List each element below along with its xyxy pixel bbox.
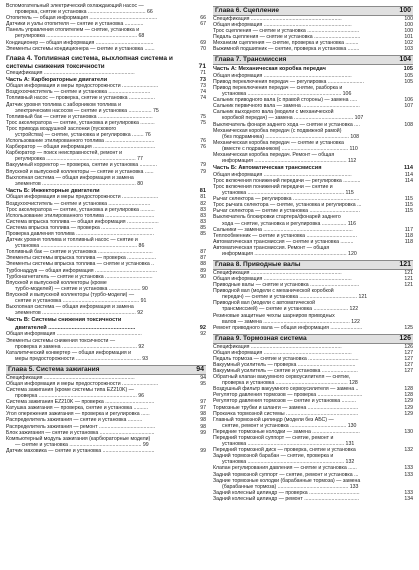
chapter-title: Глава 9. Тормозная система: [215, 334, 307, 342]
toc-entry-title: Вакуумный корректор — проверка, снятие и установка ............: [6, 162, 157, 169]
part-page: 114: [403, 165, 413, 172]
part-heading: [6, 317, 206, 324]
toc-entry-title: Регулятор давления тормозов — проверка ...............................: [213, 392, 363, 399]
toc-entry-page: 133: [404, 489, 413, 496]
toc-entry-page: 108: [404, 121, 413, 128]
toc-entry-page: 114: [404, 177, 413, 184]
toc-entry-page: 107: [404, 103, 413, 110]
toc-entry-title: Воздухоочиститель — снятие и установка .............................: [6, 200, 151, 207]
toc-entry-continuation: проверка и замена .................................................... 92: [15, 343, 145, 350]
toc-entry-title: Отопитель — общая информация ...............................................: [6, 15, 158, 22]
toc-entry-continuation: установка ................................................................... 86: [15, 243, 145, 250]
toc-entry-title: Регулятор давления тормозов — снятие и установка ..........: [213, 398, 357, 405]
toc-entry-title: Выхлопная система — общая информация и замена: [6, 304, 134, 311]
toc-entry: [6, 70, 206, 76]
toc-entry-title: Элементы системы кондиционера — снятие и установка .......: [6, 45, 155, 52]
toc-entry-title: Угол опережения зажигания — проверка и регулировка ......: [6, 411, 150, 418]
toc-entry-page: 127: [404, 349, 413, 356]
toc-entry-title: Педаль сцепления — снятие и установка ................................: [213, 34, 361, 41]
toc-entry-title: Сальник выходного вала (модели с механической: [213, 109, 334, 116]
toc-entry-page: 100: [404, 21, 413, 28]
toc-entry-title: Выхлопная система — общая информация и замена: [6, 174, 134, 181]
toc-entry: [213, 325, 413, 331]
part-title: Часть Б: Автоматическая трансмиссия: [213, 165, 322, 172]
toc-entry-title: Впускной и выпускной коллекторы (кроме: [6, 279, 107, 286]
toc-entry-title: Спецификация ...............................................................: [213, 15, 342, 22]
toc-entry-title: Трос рычага селектора — снятие, установка и регулировка ...: [213, 202, 362, 209]
toc-entry-title: Распределитель зажигания — снятие и установка ..........: [6, 417, 143, 424]
toc-entry-page: 114: [404, 171, 413, 178]
toc-entry-continuation: установка ................................................................. 106: [222, 91, 352, 98]
toc-entry-title: Сальники — замена ..............................................................: [213, 226, 353, 233]
toc-entry-title: Рычаг селектора — снятие и установка ...................................: [213, 208, 360, 215]
toc-entry-title: Механизм сцепления — снятие, проверка и установка .........: [213, 40, 359, 47]
toc-entry: [6, 350, 206, 356]
toc-entry-page: 70: [200, 45, 206, 52]
chapter-title: Глава 6. Сцепление: [215, 7, 279, 14]
toc-entry-title: Распределитель зажигания — ремонт .......................................: [6, 423, 156, 430]
toc-entry-page: 126: [404, 343, 413, 350]
toc-entry-page: 103: [404, 46, 413, 53]
toc-entry-title: Тормозные трубки и шланги — замена ...................................: [213, 404, 359, 411]
toc-entry-page: 129: [404, 410, 413, 417]
part-heading: [213, 66, 413, 73]
toc-entry-title: Элементы системы снижения токсичности —: [6, 337, 116, 344]
toc-entry-title: Впускной и выпускной коллекторы — снятие и установка ......: [6, 168, 154, 175]
toc-entry-page: 127: [404, 361, 413, 368]
toc-entry-title: Общая информация и меры предосторожности .........................: [6, 380, 159, 387]
chapter-block: [213, 6, 413, 52]
toc-entry-page: 102: [404, 40, 413, 47]
toc-entry-continuation: трансмиссией) — снятие и установка ........................ 122: [222, 306, 359, 313]
toc-entry-title: Датчик уровня топлива и топливный насос — снятие и: [6, 237, 138, 244]
toc-entry-title: Резиновые защитные чехлы шарниров приводных: [213, 312, 335, 319]
toc-entry-continuation: коробкой передач) — замена ......................................... 107: [222, 115, 364, 122]
toc-entry: [6, 46, 206, 52]
toc-entry-page: 74: [200, 89, 206, 96]
toc-entry-page: 83: [200, 212, 206, 219]
toc-entry-title: Трос сцепления — снятие и установка ....................................: [213, 27, 360, 34]
toc-entry-page: 71: [200, 69, 206, 76]
part-page: 73: [199, 76, 206, 83]
toc-entry-continuation: меры предосторожности ............................................. 93: [15, 355, 148, 362]
toc-entry: [213, 496, 413, 502]
toc-entry: [213, 214, 413, 220]
toc-entry-title: Система впрыска топлива — общая информация ......................: [6, 218, 159, 225]
chapter-block: [6, 365, 206, 454]
toc-entry-continuation: регулировка ............................................................... 68: [15, 33, 145, 40]
toc-entry-page: 92: [200, 331, 206, 338]
toc-entry-title: Спецификация ...............................................................: [213, 269, 342, 276]
toc-entry-title: Датчики и узлы отопителя — снятие и установка .............: [6, 21, 144, 28]
part-heading-continuation: [6, 325, 206, 332]
toc-entry-page: 129: [404, 398, 413, 405]
toc-entry-page: 121: [404, 282, 413, 289]
toc-entry: [213, 128, 413, 134]
toc-entry-title: Общая информация .............................................................: [213, 171, 352, 178]
chapter-block: [6, 55, 206, 362]
toc-entry-title: Турбонагнетатель — снятие и установка .................................: [6, 273, 153, 280]
toc-entry-page: 125: [404, 324, 413, 331]
toc-entry-page: 106: [404, 97, 413, 104]
toc-entry-title: Сальник приводного вала (с правой стороны) — замена .....: [213, 97, 358, 104]
toc-entry-continuation: (барабанные тормоза) ................................................. 133: [222, 483, 359, 490]
toc-entry: [6, 338, 206, 344]
chapter-heading: [213, 260, 413, 270]
chapter-page: 100: [399, 7, 411, 14]
toc-entry-title: Задний тормозной суппорт — снятие, ремонт и установка ...: [213, 471, 359, 478]
toc-entry-title: Использование этилированного топлива ..................................: [6, 212, 155, 219]
part-title: Часть А: Карбюраторные двигатели: [6, 76, 108, 83]
toc-entry-title: Задние тормозные колодки (барабанные тормоза) — замена: [213, 477, 361, 484]
toc-entry-page: 87: [200, 249, 206, 256]
toc-entry-continuation: электрическим насосом — снятие и установка ................ 75: [15, 107, 159, 114]
toc-entry-title: Прокачка тормозной системы ..................................................: [213, 410, 359, 417]
chapter-block: [213, 334, 413, 502]
toc-entry: [213, 478, 413, 484]
toc-entry-continuation: проверка и установка .................................................. 128: [222, 380, 358, 387]
toc-entry-title: Вакуумный усилитель — проверка ........................................: [213, 361, 356, 368]
chapter-page: 126: [399, 334, 411, 342]
toc-entry-page: 67: [200, 21, 206, 28]
toc-entry-page: 133: [404, 471, 413, 478]
chapter-heading: [213, 334, 413, 344]
toc-entry-title: Система впрыска топлива — проверка ....................................: [6, 224, 154, 231]
toc-entry-title: Датчик маховика — снятие и установка ....................................: [6, 447, 155, 454]
part-heading: [6, 77, 206, 84]
toc-entry-page: 97: [200, 399, 206, 406]
toc-entry: [6, 280, 206, 286]
toc-entry-title: Трос привода воздушной заслонки (пускового: [6, 125, 117, 132]
toc-entry-page: 76: [200, 138, 206, 145]
chapter-heading: [213, 6, 413, 16]
toc-entry-page: 98: [200, 411, 206, 418]
toc-entry-continuation: снятие, ремонт и установка ....................................... 130: [222, 422, 357, 429]
toc-entry-continuation: валов — замена ............................................................ 122: [222, 318, 360, 325]
toc-entry-page: 128: [404, 392, 413, 399]
toc-entry-title: Привод переключения передач — регулировка .........................: [213, 78, 364, 85]
toc-entry-continuation: установка ................................................................... 115: [222, 190, 354, 197]
part-heading: [213, 165, 413, 172]
toc-entry-title: Воздухоочиститель — снятие и установка .............................: [6, 89, 151, 96]
toc-entry-title: Элементы системы впрыска топлива — проверка ....................: [6, 255, 157, 262]
toc-entry-page: 105: [404, 78, 413, 85]
toc-entry-title: Передний тормозной диск — проверка, снятие и установка: [213, 447, 356, 454]
toc-entry-continuation: установка ................................................................... 132: [222, 459, 355, 466]
toc-right-column: [213, 3, 413, 503]
toc-entry-title: Привод переключения передач — снятие, разборка и: [213, 84, 343, 91]
toc-entry-title: Топливный бак — снятие и установка ......................................: [6, 113, 153, 120]
toc-entry-page: 134: [404, 495, 413, 502]
toc-entry-page: 79: [200, 168, 206, 175]
toc-entry-title: Трос акселератора — снятие, установка и регулировка ..........: [6, 119, 155, 126]
toc-entry-page: 132: [404, 447, 413, 454]
toc-entry-continuation: снятие и установка ..................................................... 91: [15, 298, 147, 305]
toc-entry-title: Компьютерный модуль зажигания (карбюраторные модели): [6, 435, 151, 442]
toc-entry-title: Кондиционер — общая информация ........................................: [6, 39, 154, 46]
toc-entry-continuation: (вместе с подрамником) .............................................. 110: [222, 145, 358, 152]
chapter-title: Глава 8. Приводные валы: [215, 261, 301, 269]
toc-entry-page: 87: [200, 255, 206, 262]
toc-entry-title: Обратный клапан вакуумного сервоусилителя — снятие,: [213, 374, 351, 381]
toc-entry-page: 85: [200, 224, 206, 231]
toc-entry-title: Трос включения понижений передачи — регулировка ............: [213, 177, 361, 184]
toc-entry-title: Турбонаддув — общая информация ...........................................: [6, 267, 157, 274]
toc-entry: [213, 140, 413, 146]
toc-entry-page: 117: [404, 226, 413, 233]
toc-entry-continuation: передач) — снятие и установка ........................................ 121: [222, 294, 368, 301]
toc-entry-title: Задний колесный цилиндр — ремонт ......................................: [213, 495, 359, 502]
chapter-heading: [6, 55, 206, 63]
toc-entry-page: 98: [200, 417, 206, 424]
part-heading: [6, 188, 206, 195]
toc-entry-page: 69: [200, 39, 206, 46]
toc-entry-page: 127: [404, 367, 413, 374]
chapter-title: системы снижения токсичности: [6, 62, 105, 70]
chapter-heading: [213, 55, 413, 65]
toc-entry-title: Блок зажигания — снятие и установка ......................................: [6, 429, 155, 436]
chapter-block: [213, 55, 413, 257]
toc-entry-title: Приводные валы — снятие и установка ..................................: [213, 282, 360, 289]
toc-entry-title: Спецификация ...............................................................: [6, 69, 135, 76]
toc-entry-title: Механическая коробка передач. Ремонт — общая: [213, 151, 335, 158]
toc-entry-page: 90: [200, 273, 206, 280]
part-page: 92: [199, 324, 206, 331]
toc-entry-title: Воздушный фильтр вакуумного сервоусилителя — замена ..: [213, 386, 359, 393]
toc-entry-title: Общая информация и меры предосторожности .........................: [6, 83, 159, 90]
toc-entry: [213, 313, 413, 319]
chapter-heading-continuation: [6, 63, 206, 70]
toc-entry-title: Вакуумный усилитель — снятие и установка .........................: [213, 367, 358, 374]
toc-entry-page: 128: [404, 386, 413, 393]
toc-entry-title: Использование этилированного топлива ..................................: [6, 138, 155, 145]
toc-entry-page: 89: [200, 267, 206, 274]
toc-entry-continuation: информация ................................................................ 120: [222, 250, 357, 257]
toc-entry-title: Система зажигания (кроме системы типа EZ210K) —: [6, 386, 134, 393]
toc-entry-title: Выжимной подшипник — снятие, проверка и установка ........: [213, 46, 360, 53]
toc-left-column: [6, 3, 206, 503]
toc-entry-page: 81: [200, 194, 206, 201]
toc-entry-page: 79: [200, 162, 206, 169]
toc-entry-title: Теплообменник — снятие и установка ...................................: [213, 232, 357, 239]
toc-entry-page: 94: [200, 374, 206, 381]
toc-entry-title: Проверка давления топлива ......................................................: [6, 230, 154, 237]
toc-entry-continuation: проверка, снятие и установка ........................................ 66: [15, 9, 153, 16]
toc-columns: [6, 3, 413, 503]
toc-entry-page: 118: [404, 238, 413, 245]
toc-entry-page: 66: [200, 15, 206, 22]
toc-entry-title: Элементы системы впрыска топлива — снятие и установка ..: [6, 261, 155, 268]
toc-entry-page: 105: [404, 72, 413, 79]
toc-entry-title: Система зажигания EZ210K — проверка ..................................: [6, 399, 155, 406]
toc-entry-title: Задний колесный цилиндр — проверка ...................................: [213, 489, 360, 496]
toc-entry-page: 85: [200, 230, 206, 237]
part-title: двигателей ........................................................: [15, 324, 136, 331]
toc-entry-continuation: элементов ................................................................. 80: [15, 180, 144, 187]
toc-entry-title: Трос включения понижений передачи — снятие и: [213, 183, 333, 190]
toc-entry-title: Карбюратор — поиск неисправностей, ремонт и: [6, 150, 123, 157]
toc-entry-title: Педаль тормоза — снятие и установка ...................................: [213, 355, 359, 362]
toc-entry-page: 100: [404, 15, 413, 22]
toc-entry-page: 99: [200, 429, 206, 436]
toc-entry-page: 82: [200, 200, 206, 207]
toc-entry-page: 121: [404, 275, 413, 282]
toc-entry-title: Впускной и выпускной коллекторы (турбо-модели) —: [6, 291, 135, 298]
toc-entry-title: Спецификация ...............................................................: [213, 343, 342, 350]
toc-entry-page: 88: [200, 261, 206, 268]
toc-entry: [213, 46, 413, 52]
toc-entry-title: Общая информация .............................................................: [213, 349, 352, 356]
toc-entry-page: 129: [404, 404, 413, 411]
toc-entry-title: Каталитический конвертер — общая информация и: [6, 349, 131, 356]
toc-entry-page: 97: [200, 405, 206, 412]
toc-entry-title: Топливный бак — снятие и установка ......................................: [6, 249, 153, 256]
toc-entry-title: Передние тормозные колодки — замена .................................: [213, 428, 360, 435]
part-title: Часть Б: Инжекторные двигатели: [6, 187, 100, 194]
toc-entry-title: Датчик уровня топлива с заборником топлива и: [6, 101, 121, 108]
toc-entry-title: Автоматическая трансмиссия — снятие и установка .........: [213, 238, 354, 245]
toc-entry-continuation: информация ................................................................ 112: [222, 158, 357, 165]
toc-entry-continuation: установка ................................................................... 131: [222, 441, 355, 448]
toc-entry-page: 100: [404, 27, 413, 34]
toc-entry-page: 76: [200, 144, 206, 151]
toc-entry-title: Общая информация .............................................................: [213, 275, 352, 282]
toc-entry-title: Задний тормозной барабан — снятие, проверка и: [213, 453, 334, 460]
toc-entry-page: 115: [404, 196, 413, 203]
chapter-title: Глава 4. Топливная система, выхлопная система и: [6, 54, 173, 62]
toc-entry-page: 127: [404, 355, 413, 362]
toc-entry-title: Трос акселератора — снятие, установка и регулировка ..........: [6, 206, 155, 213]
toc-entry-page: 118: [404, 232, 413, 239]
toc-entry-title: Выключатель фонаря заднего хода — снятие и установка ....: [213, 121, 360, 128]
toc-entry-page: 101: [404, 34, 413, 41]
toc-entry-title: Клапан регулирования давления — снятие и установка ......: [213, 465, 357, 472]
chapter-title: Глава 5. Система зажигания: [8, 365, 100, 373]
toc-entry-continuation: — снятие и установка .................................................. 99: [15, 441, 149, 448]
toc-entry-continuation: турбо-моделей) — снятие и установка ...................... 90: [15, 285, 148, 292]
toc-entry-page: 75: [200, 113, 206, 120]
chapter-page: 121: [399, 261, 411, 269]
toc-entry-page: 133: [404, 465, 413, 472]
toc-entry-title: Ремонт приводного вала — общая информация ......................: [213, 324, 363, 331]
toc-entry-title: Катушка зажигания — проверка, снятие и установка ..........: [6, 405, 148, 412]
toc-entry-continuation: хода — снятие, установка и регулировка ................. 116: [222, 220, 356, 227]
toc-entry-page: 98: [200, 423, 206, 430]
toc-entry-page: 83: [200, 206, 206, 213]
toc-entry-title: Сальник первичного вала — замена ........................................: [213, 103, 360, 110]
toc-entry-title: Передний тормозной суппорт — снятие, ремонт и: [213, 435, 334, 441]
toc-entry-page: 83: [200, 218, 206, 225]
toc-entry-title: Общая информация .............................................................: [213, 21, 352, 28]
toc-entry-title: Автоматическая трансмиссия. Ремонт — общая: [213, 244, 330, 251]
toc-entry-page: 95: [200, 380, 206, 387]
toc-entry-continuation: регулировка .............................................................. 77: [15, 156, 143, 163]
toc-entry: [6, 448, 206, 454]
toc-entry-title: Механическая коробка передач — снятие и установка: [213, 139, 344, 146]
toc-entry: [6, 436, 206, 442]
toc-entry-continuation: (без подрамника) .......................................................... 108: [222, 133, 360, 140]
toc-entry-title: Механическая коробка передач (с подвижной рамой): [213, 127, 342, 134]
toc-entry-page: 75: [200, 119, 206, 126]
toc-entry-title: Приводной вал (модели с автоматической: [213, 300, 315, 307]
toc-entry-page: 115: [404, 208, 413, 215]
toc-entry-title: Общая информация ...........................................................: [6, 331, 142, 338]
toc-entry: [6, 102, 206, 108]
toc-entry: [6, 175, 206, 181]
toc-entry-title: Карбюратор — общая информация ...........................................: [6, 144, 156, 151]
toc-entry-title: Выключатель блокировки стартера/фонарей заднего: [213, 214, 341, 221]
toc-entry: [213, 417, 413, 423]
part-title: Часть А: Механическая коробка передач: [213, 66, 326, 73]
toc-entry-page: 115: [404, 202, 413, 209]
toc-entry-continuation: элементов ................................................................. 92: [15, 310, 144, 317]
toc-entry-title: Панель управления отопителем — снятие, установка и: [6, 27, 140, 34]
toc-entry-title: Приводной вал (модели с механической коробкой: [213, 288, 334, 295]
part-title: Часть В: Системы снижения токсичности: [6, 317, 122, 324]
toc-entry-page: 121: [404, 269, 413, 276]
toc-entry-title: Общая информация и меры предосторожности .........................: [6, 194, 159, 201]
part-page: 105: [403, 66, 413, 73]
toc-entry-page: 130: [404, 428, 413, 435]
chapter-page: 104: [399, 56, 411, 64]
toc-entry-title: Вспомогательный электрический охлаждающий насос —: [6, 3, 144, 9]
toc-entry-page: 99: [200, 447, 206, 454]
toc-entry-page: 74: [200, 95, 206, 102]
chapter-block: [213, 260, 413, 331]
toc-entry-title: Спецификация ...............................................................: [6, 374, 135, 381]
toc-entry-title: Рычаг селектора — регулировка ..............................................: [213, 196, 360, 203]
chapter-heading: [6, 365, 206, 375]
toc-entry-continuation: устройства) — снятие, установка и регулировка ........ 76: [15, 131, 151, 138]
toc-entry-title: Главный тормозной цилиндр (модели без АБС) —: [213, 416, 334, 423]
toc-entry-continuation: проверка .................................................................... 96: [15, 393, 144, 400]
chapter-title: Глава 7. Трансмиссия: [215, 56, 287, 64]
chapter-page: 71: [198, 62, 206, 70]
chapter-page: 94: [196, 365, 204, 373]
toc-entry-page: 73: [200, 83, 206, 90]
toc-entry-title: Общая информация .............................................................: [213, 72, 352, 79]
toc-entry-title: Топливный насос — проверка, снятие и установка ..................: [6, 95, 155, 102]
part-page: 81: [199, 187, 206, 194]
